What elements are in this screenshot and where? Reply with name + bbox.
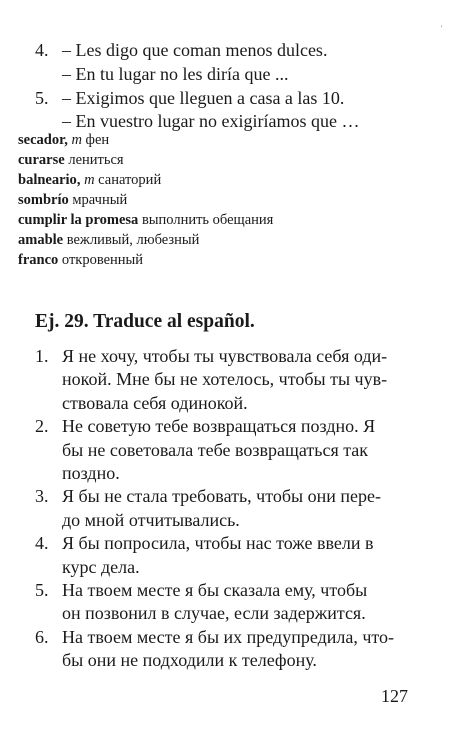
page-number: 127 bbox=[381, 686, 408, 706]
vocab-translation: санаторий bbox=[94, 172, 162, 188]
vocab-word: balneario bbox=[18, 172, 77, 188]
exercise-item bbox=[35, 626, 455, 673]
vocab-word: curarse bbox=[18, 152, 65, 168]
vocab-translation: выполнить обещания bbox=[138, 212, 274, 228]
item-line: он позвонил в случае, если задержится. bbox=[62, 603, 366, 624]
vocab-word: sombrío bbox=[18, 192, 69, 208]
vocabulary-list bbox=[18, 130, 448, 270]
dialog-text: – En vuestro lugar no exigiríamos que … bbox=[62, 111, 360, 131]
vocab-translation: откровенный bbox=[58, 252, 144, 268]
vocab-word: cumplir la promesa bbox=[18, 212, 139, 228]
dialog-text: – Les digo que coman menos dulces. bbox=[62, 40, 328, 60]
exercise-list bbox=[35, 345, 455, 673]
dialog-text: – Exigimos que lleguen a casa a las 10. bbox=[62, 88, 345, 108]
vocabulary-entry bbox=[18, 170, 448, 190]
item-line: бы они не подходили к телефону. bbox=[62, 650, 317, 671]
exercise-title: Ej. 29. Traduce al español. bbox=[35, 311, 255, 332]
vocab-word: amable bbox=[18, 232, 64, 248]
vocabulary-entry bbox=[18, 250, 448, 270]
vocabulary-entry bbox=[18, 130, 448, 150]
dialog-number: 5. bbox=[35, 88, 49, 108]
item-number: 4. bbox=[35, 533, 49, 554]
vocabulary-entry bbox=[18, 210, 448, 230]
item-number: 6. bbox=[35, 626, 49, 647]
vocab-translation: фен bbox=[81, 132, 110, 148]
vocabulary-entry bbox=[18, 150, 448, 170]
corner-mark: ' bbox=[441, 24, 443, 33]
item-number: 2. bbox=[35, 416, 49, 437]
dialog-number: 4. bbox=[35, 40, 49, 60]
exercise-item bbox=[35, 532, 455, 579]
item-line: до мной отчитывались. bbox=[62, 509, 240, 530]
exercise-item bbox=[35, 345, 455, 415]
item-line: поздно. bbox=[62, 463, 120, 484]
exercise-item bbox=[35, 415, 455, 485]
exercise-item bbox=[35, 485, 455, 532]
vocab-translation: лениться bbox=[64, 152, 124, 168]
item-line: Я бы не стала требовать, чтобы они пере- bbox=[62, 486, 381, 507]
item-number: 1. bbox=[35, 346, 49, 366]
item-line: Я бы попросила, чтобы нас тоже ввели в bbox=[62, 533, 374, 554]
vocab-separator: , bbox=[64, 132, 72, 148]
vocab-translation: вежливый, любезный bbox=[63, 232, 200, 248]
item-number: 5. bbox=[35, 580, 49, 601]
item-line: курс дела. bbox=[62, 556, 140, 577]
item-line: ствовала себя одинокой. bbox=[62, 392, 248, 413]
vocab-word: secador bbox=[18, 132, 65, 148]
exercise-item bbox=[35, 579, 455, 626]
vocabulary-entry bbox=[18, 190, 448, 210]
vocab-gender: m bbox=[84, 172, 95, 188]
item-line: На твоем месте я бы их предупредила, что- bbox=[62, 626, 395, 647]
vocab-separator: , bbox=[76, 172, 85, 188]
item-line: бы не советовала тебе возвращаться так bbox=[62, 439, 369, 460]
item-line: Не советую тебе возвращаться поздно. Я bbox=[62, 416, 376, 437]
vocab-translation: мрачный bbox=[68, 192, 128, 208]
item-line: нокой. Мне бы не хотелось, чтобы ты чув- bbox=[62, 369, 388, 390]
vocabulary-entry bbox=[18, 230, 448, 250]
vocab-word: franco bbox=[18, 252, 59, 268]
item-line: На твоем месте я бы сказала ему, чтобы bbox=[62, 580, 368, 601]
item-line: Я не хочу, чтобы ты чувствовала себя оди- bbox=[62, 346, 388, 366]
dialog-text: – En tu lugar no les diría que ... bbox=[62, 64, 289, 84]
vocab-gender: m bbox=[71, 132, 82, 148]
item-number: 3. bbox=[35, 486, 49, 507]
